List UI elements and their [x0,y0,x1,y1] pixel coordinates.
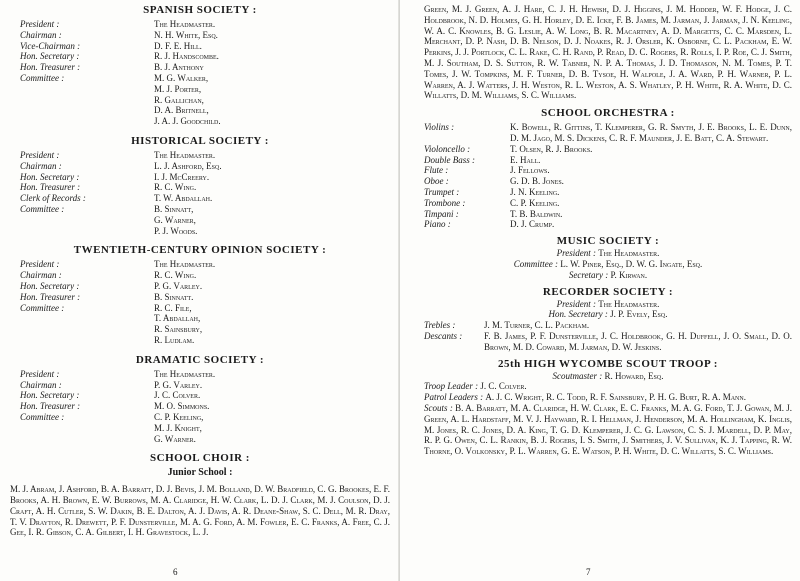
role-label: President : [20,368,60,379]
role-label: President : [20,259,60,270]
role-label [10,226,150,237]
role-label: Chairman : [20,270,62,281]
officer-name: B. Sinnatt, [154,203,194,214]
recorder-society-title: RECORDER SOCIETY : [542,285,674,298]
instrument-label: Violoncello : [424,143,471,154]
junior-school-subtitle: Junior School : [167,467,233,479]
role-label [10,215,150,226]
officer-name: D. A. Britnell, [154,105,209,116]
role-label: Chairman : [20,379,62,390]
role-label: President : [20,149,60,160]
instrument-label: Violins : [424,122,455,133]
instrument-label: Timpani : [424,208,459,219]
right-page-content [424,4,792,457]
music-committee [424,259,792,270]
role-label [10,313,150,324]
instrument-label: Trumpet : [424,186,460,197]
school-choir-title: SCHOOL CHOIR : [150,452,250,465]
role-label: Committee : [20,203,65,214]
recorder-secretary [424,309,792,320]
officer-name: R. C. Wing. [154,182,197,193]
officer-name: D. F. E. Hill. [154,40,202,51]
role-label [10,95,150,106]
player-names: E. Hall. [510,154,541,165]
role-label: Hon. Treasurer : [20,291,81,302]
role-label: Trebles : [424,320,456,331]
officer-name: The Headmaster. [154,368,216,379]
officer-name: P. G. Varley. [154,379,203,390]
recorder-players [424,320,792,352]
role-label [10,423,150,434]
player-names: J. Fellows. [510,165,550,176]
officer-name: N. H. White, Esq. [154,29,218,40]
instrument-label: Oboe : [424,176,449,187]
choir-members-continued: Green, M. J. Green, A. J. Hare, C. J. H. Hewish, D. J. Higgins, J. M. Hodder, W. F. Hodge, J. C. Holdbrook, N. D. Holmes, G. H. Horley, D. E. Icke, F. B. James, M. Jarman, J. Jarman, J. N. Keeling, W. A. C. Knowles, B. G. Leslie, A. W. Long, B. R. Macartney, A. D. Margetts, C. C. Marsden, L. Merchant, D. P. Nash, D. B. Nelson, D. J. Noakes, R. J. Orsler, K. Osborne, C. L. Packham, E. W. Perkins, J. J. Portlock, C. L. Rake, C. H. Rand, P. Read, D. C. Rogers, R. Rolls, I. P. Roe, C. J. Smith, M. J. Southam, D. S. Sutton, R. W. Tabner, N. P. A. Thomas, J. D. Thomason, N. M. Tomes, P. T. Tomes, J. W. Tompkins, M. F. Turner, D. B. Tysoe, H. Walpole, J. A. Ward, P. H. Warner, P. L. Warren, A. J. Watters, J. H. Weston, R. L. Weston, A. S. Whatley, P. H. White, R. A. White, D. C. Willatts, D. M. Williams, S. C. Williams. [424,4,792,101]
officer-name: T. Abdallah, [154,313,201,324]
instrument-label: Flute : [424,165,449,176]
officer-name: B. Sinnatt. [154,291,194,302]
role-label: Hon. Secretary : [20,171,80,182]
instrument-label: Piano : [424,219,451,230]
officer-name: L. J. Ashford, Esq. [154,160,222,171]
officer-name: G. Warner, [154,214,196,225]
left-page-content [10,4,390,538]
instrument-label: Double Bass : [424,154,475,165]
role-label: President : [556,298,596,309]
officer-name: R. C. File, [154,302,192,313]
role-label: Hon. Treasurer : [20,62,81,73]
dramatic-society-officers [10,369,390,445]
recorder-president [424,299,792,310]
officer-name: P. G. Varley. [154,280,203,291]
right-page [400,0,800,581]
officer-name: J. C. Colver. [154,390,201,401]
role-label: Hon. Secretary : [20,51,80,62]
officer-name: M. J. Porter, [154,83,202,94]
choir-members-paragraph: M. J. Abram, J. Ashford, B. A. Barratt, D. J. Bevis, J. M. Bolland, D. W. Bradfield, C. G. Brookes, E. F. Brooks, A. H. Brown, E. W. Burrows, M. A. Claridge, H. W. Clark, L. D. J. Clark, M. J. Coulson, D. J. Craft, A. H. Cutler, S. W. Dakin, B. E. Dalton, A. J. Davis, A. R. Deane-Shaw, S. C. Dell, M. R. Dray, T. V. Drayton, R. Drewett, P. F. Dunsterville, M. A. G. Ford, A. M. Fowler, E. C. Franks, A. Free, C. J. Gee, I. R. Gibson, C. A. Gilbert, I. H. Gravestock, L. J. [10,484,390,538]
officer-name: B. A. Barratt, M. A. Claridge, H. W. Clark, E. C. Franks, M. A. G. Ford, T. J. Gowan, M. J. Green, A. L. Hardstaff, M. V. J. Hayward, R. I. Hellman, J. Henderson, M. A. Hollingham, K. Inglis, M. Jones, R. C. Jones, D. A. King, T. G. D. Klemperer, J. C. G. Lawson, C. S. J. Mardell, D. P. May, R. P. G. Owen, C. L. Rankin, B. J. Rogers, I. S. Smith, J. Smithers, J. V. Sullivan, K. J. Tapping, R. W. Thorne, O. Volkonsky, P. L. Warren, G. E. Watson, P. H. White, D. C. Willatts, S. C. Williams. [424,402,793,457]
officer-name: C. P. Keeling, [154,411,204,422]
officer-name: R. J. Handscombe. [154,51,219,62]
role-label [10,84,150,95]
officer-name: M. J. Knight, [154,422,202,433]
music-society-title: MUSIC SOCIETY : [556,235,660,248]
patrol-leaders-line [424,392,792,403]
scoutmaster-line [424,371,792,382]
officer-name: The Headmaster. [154,149,216,160]
dramatic-society-title: DRAMATIC SOCIETY : [135,353,265,366]
player-names: J. N. Keeling. [510,186,560,197]
officer-name: The Headmaster. [598,298,660,309]
player-names: D. J. Crump. [510,219,555,230]
role-label: President : [556,248,596,259]
music-president [424,248,792,259]
officer-name: L. W. Piner, Esq., D. W. G. Ingate, Esq. [560,258,703,269]
officer-name: P. Kirwan. [610,269,648,280]
player-names: K. Bowell, R. Gittins, T. Klemperer, G. R. Smyth, J. E. Brooks, L. E. Dunn, D. M. Jago, M. S. Dickens, C. R. F. Maunder, J. E. Batt, C. A. Stewart. [510,122,792,143]
officer-name: P. J. Woods. [154,225,198,236]
scout-troop-title: 25th HIGH WYCOMBE SCOUT TROOP : [498,357,718,370]
player-names: T. B. Baldwin. [510,208,563,219]
player-names: C. P. Keeling. [510,197,560,208]
officer-name: R. C. Wing. [154,270,197,281]
role-label [10,116,150,127]
school-orchestra-title: SCHOOL ORCHESTRA : [541,107,675,120]
role-label [10,105,150,116]
historical-society-title: HISTORICAL SOCIETY : [131,134,269,147]
role-label: Hon. Secretary : [548,309,608,320]
page-number: 6 [173,567,178,577]
player-names: J. M. Turner, C. L. Packham. [484,320,590,331]
officer-name: M. O. Simmons. [154,401,210,412]
officer-name: The Headmaster. [598,248,660,259]
role-label: Secretary : [568,269,609,280]
opinion-society-officers [10,259,390,345]
player-names: T. Olsen, R. J. Brooks. [510,143,593,154]
role-label: Descants : [424,330,463,341]
officer-name: R. Sainsbury, [154,324,203,335]
officer-name: J. C. Colver. [480,381,527,392]
role-label [10,434,150,445]
officer-name: The Headmaster. [154,19,216,29]
role-label [10,335,150,346]
role-label: Committee : [20,411,65,422]
officer-name: J. P. Evely, Esq. [610,309,668,320]
officer-name: R. Gallichan, [154,94,204,105]
role-label: Scouts : [424,402,453,413]
role-label: Patrol Leaders : [424,392,484,403]
player-names: G. D. B. Jones. [510,176,564,187]
role-label: Scoutmaster : [552,370,603,381]
spanish-society-title: SPANISH SOCIETY : [143,4,257,16]
historical-society-officers [10,150,390,236]
page-number: 7 [586,567,591,577]
officer-name: B. J. Anthony [154,62,204,73]
role-label: Hon. Treasurer : [20,182,81,193]
scouts-line [424,403,792,457]
role-label: Committee : [513,258,558,269]
troop-leader-line [424,381,792,392]
role-label: Chairman : [20,160,62,171]
officer-name: I. J. McCreery. [154,171,210,182]
officer-name: M. G. Walker, [154,72,209,83]
instrument-label: Trombone : [424,197,466,208]
role-label: Chairman : [20,29,62,40]
role-label: Committee : [20,72,65,83]
officer-name: A. J. C. Wright, R. C. Todd, R. F. Sainsbury, P. H. G. Burt, R. A. Mann. [485,392,746,403]
role-label: Hon. Secretary : [20,390,80,401]
role-label: Hon. Secretary : [20,280,80,291]
role-label: President : [20,19,60,29]
officer-name: T. W. Abdallah. [154,193,213,204]
officer-name: J. A. J. Goodchild. [154,116,221,127]
role-label: Vice-Chairman : [20,40,81,51]
role-label [10,324,150,335]
music-secretary [424,270,792,281]
role-label: Hon. Treasurer : [20,401,81,412]
officer-name: G. Warner. [154,433,196,444]
officer-name: The Headmaster. [154,259,216,270]
spanish-society-officers [10,19,390,127]
opinion-society-title: TWENTIETH-CENTURY OPINION SOCIETY : [73,244,327,257]
role-label: Troop Leader : [424,381,479,392]
orchestra-sections [424,122,792,230]
role-label: Clerk of Records : [20,193,86,204]
role-label: Committee : [20,302,65,313]
player-names: F. B. James, P. F. Dunsterville, J. C. Holdbrook, G. H. Duffell, J. O. Small, D. O. Brown, M. D. Coward, M. Jarman, D. W. Jeskins. [484,330,792,352]
officer-name: R. Howard, Esq. [604,370,664,381]
officer-name: R. Ludlam. [154,334,195,345]
